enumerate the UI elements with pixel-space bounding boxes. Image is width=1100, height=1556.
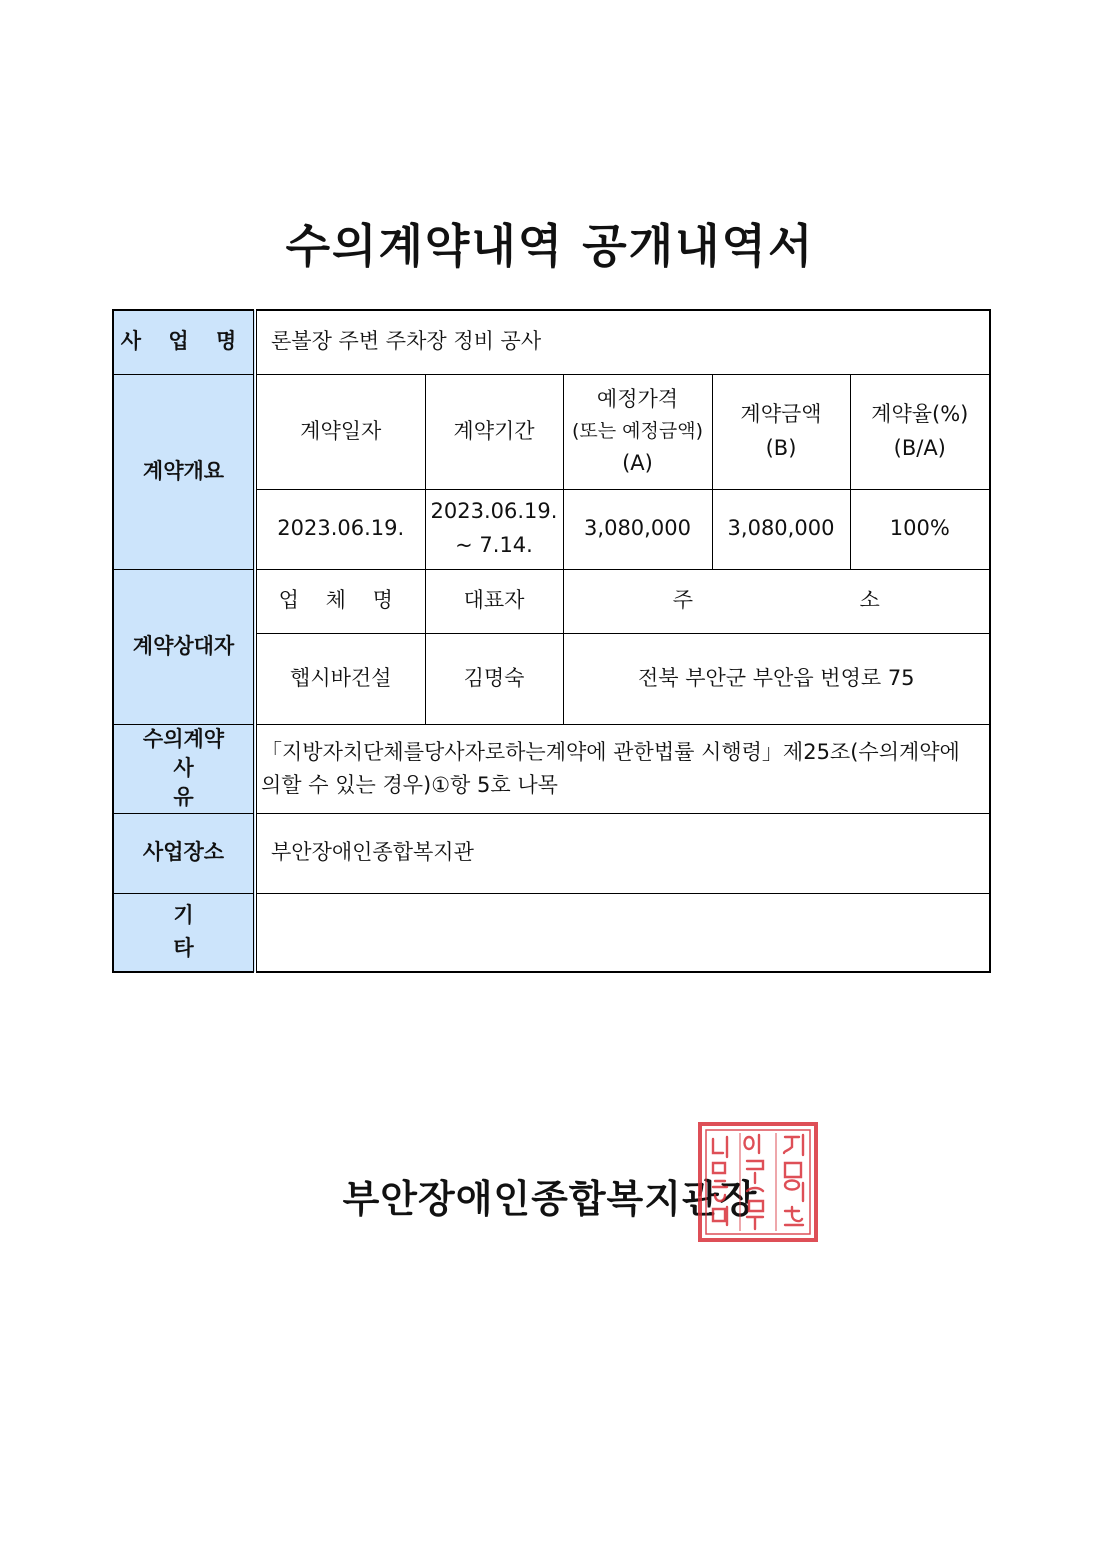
estimate-price-header-line1: 예정가격 bbox=[596, 386, 679, 411]
business-name-label: 사 업 명 bbox=[113, 310, 255, 374]
official-seal-stamp bbox=[697, 1121, 819, 1243]
estimate-price-header-line3: (A) bbox=[622, 450, 653, 475]
address-header-part1: 주 bbox=[672, 588, 694, 613]
reason-label-line2: 사 유 bbox=[173, 755, 224, 810]
contract-period-header: 계약기간 bbox=[425, 374, 563, 489]
company-name-value: 햅시바건설 bbox=[255, 633, 425, 724]
contract-rate-header-line1: 계약율(%) bbox=[871, 401, 969, 426]
contract-date-header: 계약일자 bbox=[255, 374, 425, 489]
business-name-value: 론볼장 주변 주차장 정비 공사 bbox=[255, 310, 990, 374]
issuer-name: 부안장애인종합복지관장 bbox=[342, 1177, 758, 1221]
contract-overview-label: 계약개요 bbox=[113, 374, 255, 569]
contract-disclosure-table bbox=[112, 309, 991, 973]
contract-date-value: 2023.06.19. bbox=[255, 489, 425, 569]
contract-amount-header bbox=[712, 374, 850, 489]
business-name-row bbox=[113, 310, 990, 374]
place-row bbox=[113, 813, 990, 893]
company-name-header: 업 체 명 bbox=[255, 569, 425, 633]
contract-amount-header-line1: 계약금액 bbox=[740, 401, 822, 426]
contract-rate-header-line2: (B/A) bbox=[893, 435, 946, 460]
contract-amount-value: 3,080,000 bbox=[712, 489, 850, 569]
reason-text: 「지방자치단체를당사자로하는계약에 관한법률 시행령」제25조(수의계약에 의할 수 있는 경우)①항 5호 나목 bbox=[255, 724, 990, 813]
address-header bbox=[563, 569, 990, 633]
place-label: 사업장소 bbox=[113, 813, 255, 893]
address-value: 전북 부안군 부안읍 번영로 75 bbox=[563, 633, 990, 724]
reason-row bbox=[113, 724, 990, 813]
representative-value: 김명숙 bbox=[425, 633, 563, 724]
contract-rate-header bbox=[850, 374, 990, 489]
reason-label-line1: 수의계약 bbox=[142, 726, 225, 751]
counterparty-label: 계약상대자 bbox=[113, 569, 255, 724]
address-header-part2: 소 bbox=[859, 588, 880, 613]
contract-period-end: ~ 7.14. bbox=[455, 533, 533, 557]
contract-period-value bbox=[425, 489, 563, 569]
etc-row bbox=[113, 893, 990, 972]
contract-rate-value: 100% bbox=[850, 489, 990, 569]
etc-label: 기 타 bbox=[113, 893, 255, 972]
estimate-price-header bbox=[563, 374, 712, 489]
place-value: 부안장애인종합복지관 bbox=[255, 813, 990, 893]
reason-label bbox=[113, 724, 255, 813]
estimate-price-header-line2: (또는 예정금액) bbox=[572, 420, 703, 443]
estimate-price-value: 3,080,000 bbox=[563, 489, 712, 569]
representative-header: 대표자 bbox=[425, 569, 563, 633]
contract-amount-header-line2: (B) bbox=[765, 435, 797, 460]
document-title: 수의계약내역 공개내역서 bbox=[285, 219, 815, 273]
contract-period-start: 2023.06.19. bbox=[430, 499, 558, 524]
etc-value bbox=[255, 893, 990, 972]
counterparty-header-row bbox=[113, 569, 990, 633]
contract-overview-header-row bbox=[113, 374, 990, 489]
